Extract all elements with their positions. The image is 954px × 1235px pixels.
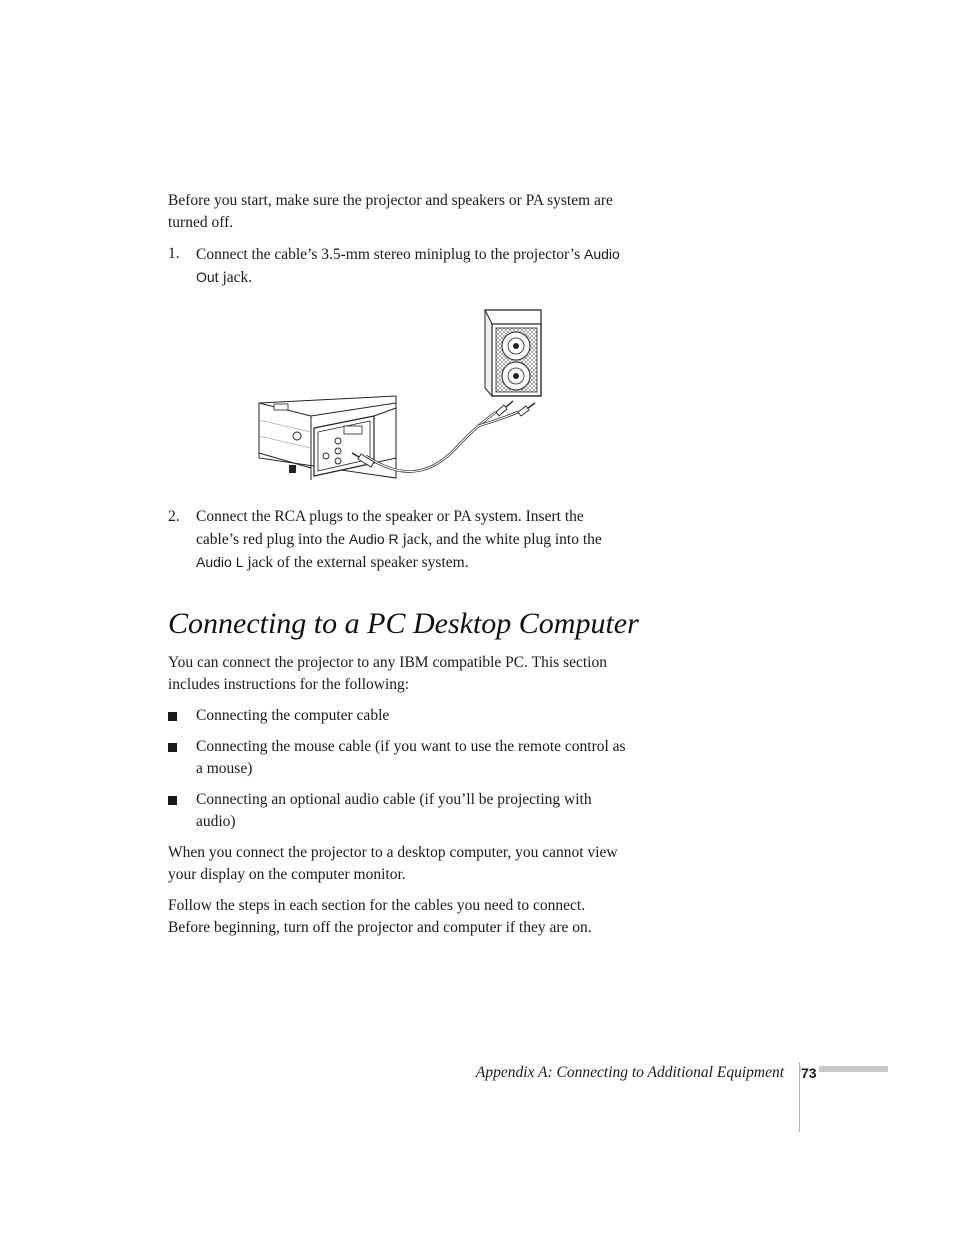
step-2-text: Connect the RCA plugs to the speaker or PA system. Insert the cable’s red plug into the — [196, 508, 584, 548]
bullet-text: Connecting the mouse cable (if you want to use the remote control as a mouse) — [196, 738, 626, 777]
step-2-text-mid: jack, and the white plug into the — [398, 531, 602, 548]
step-1-text-end: jack. — [218, 269, 253, 286]
bullet-text: Connecting an optional audio cable (if you’ll be projecting with audio) — [196, 791, 592, 830]
speaker-icon — [485, 310, 541, 396]
footer-chapter-title: Appendix A: Connecting to Additional Equipment — [475, 1064, 784, 1081]
bullet-text: Connecting the computer cable — [196, 707, 390, 724]
step-2-text-end: jack of the external speaker system. — [243, 554, 469, 571]
bullet-item — [168, 789, 630, 833]
footer-rule — [799, 1062, 800, 1132]
bullet-item — [168, 736, 630, 780]
audio-out-term: Audio Out — [196, 246, 620, 285]
step-1 — [168, 243, 630, 289]
intro-paragraph: Before you start, make sure the projector and speakers or PA system are turned off. — [168, 192, 613, 231]
step-1-text: Connect the cable’s 3.5-mm stereo miniplug to the projector’s — [196, 246, 584, 263]
section-intro: You can connect the projector to any IBM compatible PC. This section includes instructions for the following: — [168, 654, 607, 693]
desktop-note: When you connect the projector to a desktop computer, you cannot view your display on the computer monitor. — [168, 844, 618, 883]
step-2 — [168, 506, 630, 574]
section-heading: Connecting to a PC Desktop Computer — [168, 607, 639, 640]
step-2-number: 2. — [168, 508, 180, 525]
bullet-square-icon — [168, 796, 177, 805]
step-1-number: 1. — [168, 245, 180, 262]
audio-l-term: Audio L — [196, 554, 244, 570]
bullet-item — [168, 705, 630, 727]
projector-speaker-audio-cable-illustration — [256, 308, 546, 484]
projector-icon — [259, 396, 396, 480]
audio-r-term: Audio R — [348, 531, 399, 547]
closing-paragraph: Follow the steps in each section for the cables you need to connect. Before beginning, turn off the projector and computer if they are on. — [168, 897, 592, 936]
bullet-square-icon — [168, 712, 177, 721]
page-number: 73 — [801, 1065, 817, 1081]
bullet-square-icon — [168, 743, 177, 752]
